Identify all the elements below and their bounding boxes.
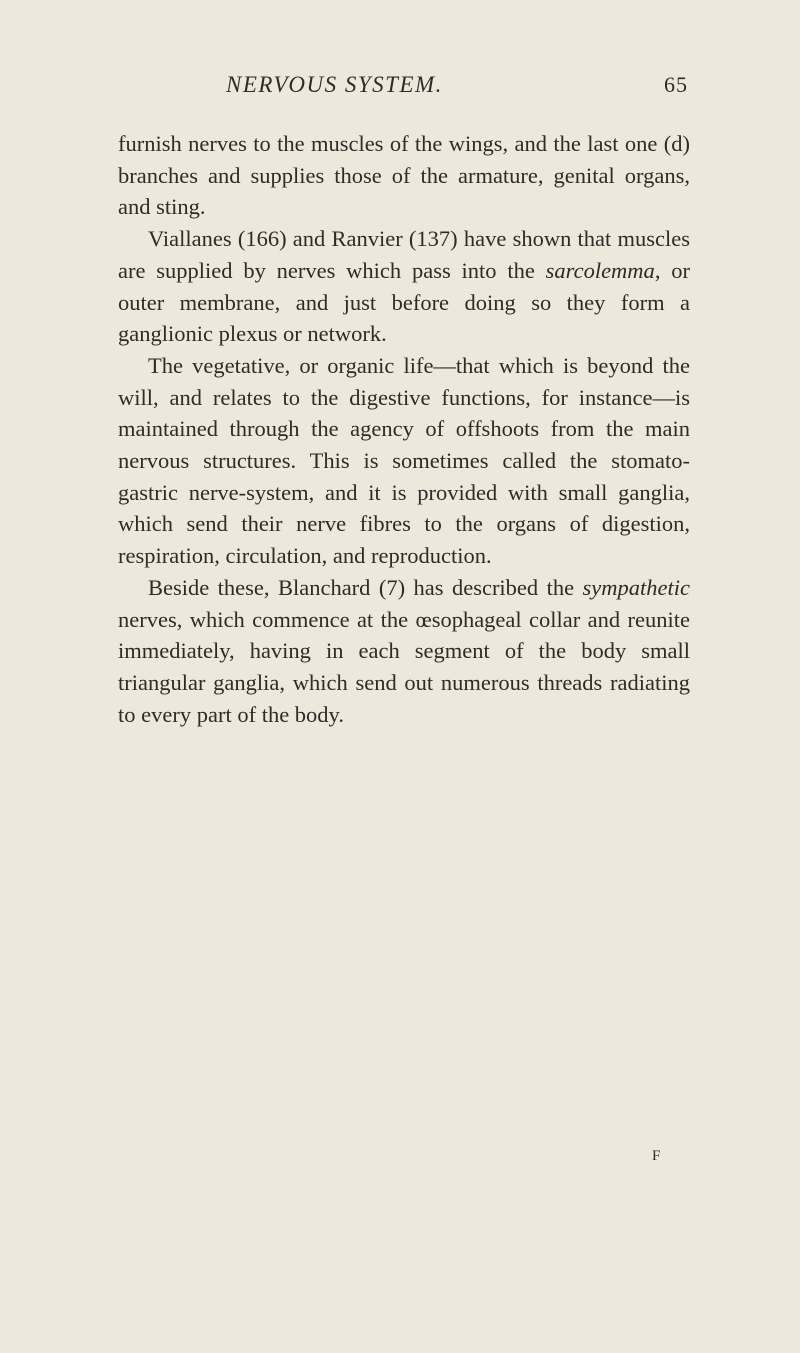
- paragraph: [118, 128, 690, 223]
- italic-term: sarcolemma: [545, 257, 655, 283]
- paragraph-text: furnish nerves to the muscles of the wings, and the last one (d) branches and supplies those of the armature, genital organs, and sting.: [118, 131, 690, 220]
- page-number: 65: [664, 72, 688, 97]
- body-text: [118, 128, 690, 730]
- paragraph-text: , or outer membrane, and just before doing so they form a ganglionic plexus or network.: [118, 257, 690, 347]
- paragraph: [118, 572, 690, 731]
- running-head: NERVOUS SYSTEM.: [226, 72, 443, 97]
- paragraph-text: Beside these, Blanchard (7) has described the: [148, 574, 583, 600]
- paragraph-text: The vegetative, or organic life—that which is beyond the will, and relates to the digestive functions, for instance—is maintained through the agency of offshoots from the main nervous structures. This is sometimes called the stomato-gastric nerve-system, and it is provided with small ganglia, which send their nerve fibres to the organs of digestion, respiration, circulation, and reproduction.: [118, 352, 690, 569]
- italic-term: sympathetic: [582, 574, 690, 600]
- paragraph: [118, 223, 690, 350]
- paragraph-text: nerves, which commence at the œsophageal collar and reunite immediately, having in each segment of the body small triangular ganglia, which send out numerous threads radiating to every part of the body.: [118, 606, 690, 727]
- signature-mark: F: [652, 1148, 661, 1164]
- paragraph: [118, 350, 690, 572]
- paragraph-text: Viallanes (166) and Ranvier (137) have shown that muscles are supplied by nerves which pass into the: [118, 226, 690, 283]
